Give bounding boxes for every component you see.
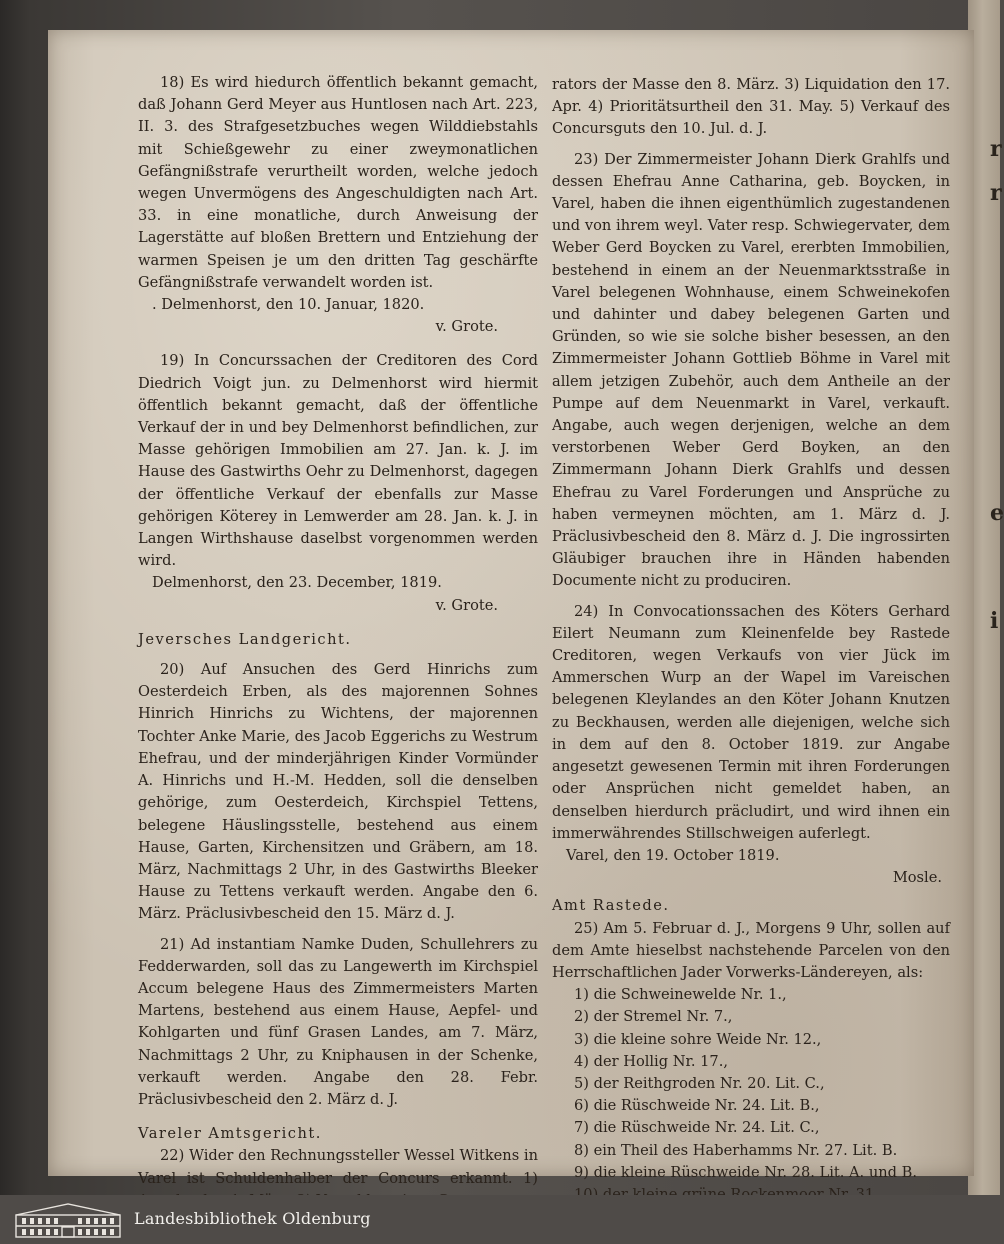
notice-18: 18) Es wird hiedurch öffentlich bekannt gemacht, daß Johann Gerd Meyer aus Huntlosen nach Art. 223, II. 3. des Strafgesetzbuches wegen Wilddiebstahls mit Schießgewehr zu einer zweymonatlichen Gefängnißstrafe verurtheilt worden, welche jedoch wegen Unvermögens des Angeschuldigten nach Art. 33. in eine monatliche, durch Anweisung der Lagerstätte auf bloßen Brettern und Entziehung der warmen Speisen je um den dritten Tag geschärfte Gefängnißstrafe verwandelt worden ist. [138,74,538,291]
list-item: 4) der Hollig Nr. 17., [574,1052,728,1070]
notice-22-continued: rators der Masse den 8. März. 3) Liquidation den 17. Apr. 4) Prioritätsurtheil den 31. May. 5) Verkauf des Concursguts den 10. Jul. d. J. [552,76,950,138]
spacer [138,617,538,629]
spacer [138,338,538,350]
list-item: 3) die kleine sohre Weide Nr. 12., [574,1030,822,1048]
list-item: 6) die Rüschweide Nr. 24. Lit. B., [574,1097,820,1115]
list-item: 8) ein Theil des Haberhamms Nr. 27. Lit. B. [574,1141,898,1159]
spacer [552,141,950,149]
notice-19: 19) In Concurssachen der Creditoren des Cord Diedrich Voigt jun. zu Delmenhorst wird hiermit öffentlich bekannt gemacht, daß der öffentliche Verkauf der in und bey Delmenhorst befindlichen, zur Masse gehörigen Immobilien am 27. Jan. k. J. im Hause des Gastwirths Oehr zu Delmenhorst, dagegen der öffentliche Verkauf der ebenfalls zur Masse gehörigen Köterey in Lemwerder am 28. Jan. k. J. in Langen Wirthshause daselbst vorgenommen werden wird. [138,352,538,570]
list-item: 1) die Schweinewelde Nr. 1., [574,986,787,1004]
list-item: 9) die kleine Rüschweide Nr. 28. Lit. A. und B. [574,1163,917,1181]
section-heading-varel: Vareler Amtsgericht. [138,1125,322,1143]
notice-24-signature: Mosle. [892,869,942,887]
right-text-column [552,74,950,1206]
spacer [138,926,538,934]
adjacent-page-fragment: i [990,608,999,634]
parcel-list [552,984,950,1206]
notice-24-date: Varel, den 19. October 1819. [566,846,780,864]
notice-18-signature: v. Grote. [435,318,498,336]
list-item: 5) der Reithgroden Nr. 20. Lit. C., [574,1074,825,1092]
spacer [552,593,950,601]
notice-24: 24) In Convocationssachen des Köters Gerhard Eilert Neumann zum Kleinenfelde bey Rastede Creditoren, wegen Verkaufs von vier Jück im Ammerschen Wurp an der Wapel im Vareischen belegenen Kleylandes an den Köter Johann Knutzen zu Beckhausen, werden alle diejenigen, welche sich in dem auf den 8. October 1819. zur Angabe angesetzt gewesenen Termin mit ihren Forderungen oder Ansprüchen nicht gemeldet haben, an denselben hierdurch präcludirt, und wird ihnen ein immerwährendes Stillschweigen auferlegt. [552,602,950,842]
notice-19-signature: v. Grote. [435,596,498,614]
left-text-column [138,72,538,1212]
notice-23: 23) Der Zimmermeister Johann Dierk Grahlfs und dessen Ehefrau Anne Catharina, geb. Boycken, in Varel, haben die ihnen eigenthümlich zugestandenen und von ihrem weyl. Vater resp. Schwiegervater, dem Weber Gerd Boycken zu Varel, ererbten Immobilien, bestehend in einem an der Neuenmarktsstraße in Varel belegenen Wohnhause, einem Schweinekofen und dahinter und dabey belegenen Garten und Gründen, so wie sie solche bisher besessen, an den Zimmermeister Johann Gottlieb Böhme in Varel mit allem jetzigen Zubehör, auch dem Antheile an der Pumpe auf dem Neuenmarkt in Varel, verkauft. Angabe, auch wegen derjenigen, welche an dem verstorbenen Weber Gerd Boyken, an den Zimmermann Johann Dierk Grahlfs und dessen Ehefrau zu Varel Forderungen und Ansprüche zu haben vermeynen möchten, am 1. März d. J. Präclusivbescheid den 8. März d. J. Die ingrossirten Gläubiger brauchen ihre in Händen habenden Documente nicht zu produciren. [552,150,950,590]
section-heading-jever: Jeversches Landgericht. [138,630,352,648]
adjacent-page-fragment: r [990,180,1002,206]
notice-22: 22) Wider den Rechnungssteller Wessel Witkens in Varel ist Schuldenhalber der Concurs erkannt. 1) [138,1147,538,1187]
section-heading-rastede: Amt Rastede. [552,897,670,915]
list-item: 7) die Rüschweide Nr. 24. Lit. C., [574,1119,820,1137]
notice-19-date: Delmenhorst, den 23. December, 1819. [152,574,442,592]
footer-bar [0,1195,1000,1244]
adjacent-page-fragment: r [990,136,1002,162]
list-item: 2) der Stremel Nr. 7., [574,1008,733,1026]
library-name-label[interactable]: Landesbibliothek Oldenburg [134,1209,371,1228]
notice-20: 20) Auf Ansuchen des Gerd Hinrichs zum Oesterdeich Erben, als des majorennen Sohnes Hinrich Hinrichs zu Wichtens, der majorennen Tochter Anke Marie, des Jacob Eggerichs zu Westrum Ehefrau, und der minderjährigen Kinder Vormünder A. Hinrichs und H.-M. Hedden, soll die denselben gehörige, zum Oesterdeich, Kirchspiel Tettens, belegene Häuslingsstelle, bestehend aus einem Hause, Garten, Kirchensitzen und Gräbern, am 18. März, Nachmittags 2 Uhr, in des Gastwirths Bleeker Hause zu Tettens verkauft werden. Angabe den 6. März. Präclusivbescheid den 15. März d. J. [138,661,538,923]
notice-18-date: . Delmenhorst, den 10. Januar, 1820. [152,296,425,314]
spacer [138,651,538,659]
adjacent-page-fragment: e [990,500,1004,526]
notice-21: 21) Ad instantiam Namke Duden, Schullehrers zu Fedderwarden, soll das zu Langewerth im Kirchspiel Accum belegene Haus des Zimmermeisters Marten Martens, bestehend aus einem Hause, Aepfel- und Kohlgarten und fünf Grasen Landes, am 7. März, Nachmittags 2 Uhr, zu Kniphausen in der Schenke, verkauft werden. Angabe den 28. Febr. Präclusivbescheid den 2. März d. J. [138,935,538,1108]
library-building-logo-icon[interactable] [14,1201,122,1239]
spacer [138,1111,538,1123]
notice-25: 25) Am 5. Februar d. J., Morgens 9 Uhr, sollen auf dem Amte hieselbst nachstehende Parcelen von den Herrschaftlichen Jader Vorwerks-Ländereyen, als: [552,919,950,981]
